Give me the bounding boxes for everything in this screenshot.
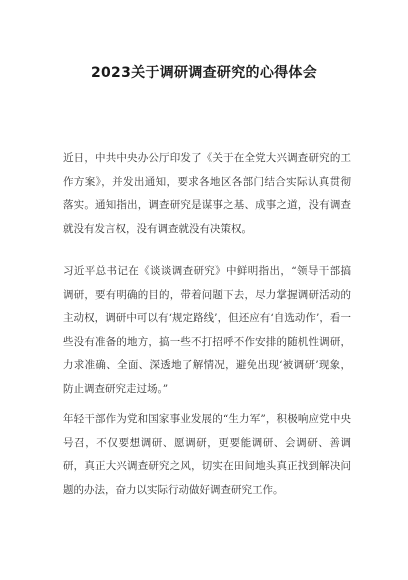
document-title: 2023关于调研调查研究的心得体会 (90, 65, 318, 81)
paragraph-3: 年轻干部作为党和国家事业发展的“生力军”，积极响应党中央号召，不仅要想调研、愿调研，更要能调研、会调研、善调研，真正大兴调查研究之风，切实在田间地头真正找到解决问题的办法，奋力以实际行动做好调查研究工作。 (63, 413, 351, 496)
paragraph-2: 习近平总书记在《谈谈调查研究》中鲜明指出，“领导干部搞调研，要有明确的目的，带着问题下去，尽力掌握调研活动的主动权，调研中可以有‘规定路线’，但还应有‘自选动作’，看一些没有准备的地方，搞一些不打招呼不作安排的随机性调研，力求准确、全面、深透地了解情况，避免出现‘被调研’现象，防止调查研究走过场。” (63, 265, 351, 395)
paragraph-1: 近日，中共中央办公厅印发了《关于在全党大兴调查研究的工作方案》，并发出通知，要求各地区各部门结合实际认真贯彻落实。通知指出，调查研究是谋事之基、成事之道，没有调查就没有发言权，没有调查就没有决策权。 (63, 152, 351, 235)
